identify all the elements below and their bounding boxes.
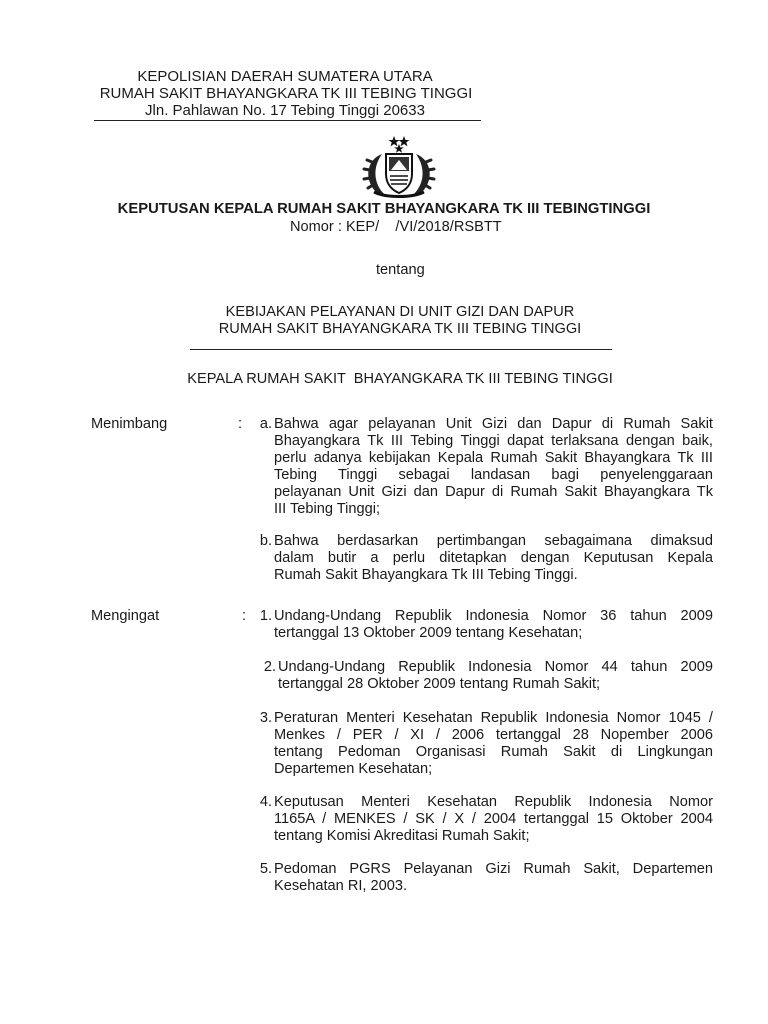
list-item-text	[274, 416, 713, 518]
decree-number: Nomor : KEP/ /VI/2018/RSBTT	[290, 219, 502, 235]
list-item-number: a.	[259, 416, 272, 432]
list-item-text	[274, 794, 713, 845]
text-line: tentang Komisi Akreditasi Rumah Sakit;	[274, 828, 530, 844]
text-line: pelayanan Unit Gizi dan Dapur di Rumah Sakit Bhayangkara Tk	[274, 484, 713, 500]
text-line: Pedoman PGRS Pelayanan Gizi Rumah Sakit, Departemen	[274, 861, 713, 877]
list-item-text	[274, 533, 713, 584]
letterhead-address: Jln. Pahlawan No. 17 Tebing Tinggi 20633	[145, 102, 425, 119]
text-line: Tebing Tinggi sebagai landasan bagi penyelenggaraan	[274, 467, 713, 483]
text-line: III Tebing Tinggi;	[274, 501, 381, 517]
text-line: Rumah Sakit Bhayangkara Tk III Tebing Tinggi.	[274, 567, 578, 583]
decree-subject-line-2: RUMAH SAKIT BHAYANGKARA TK III TEBING TINGGI	[218, 321, 582, 337]
text-line: Departemen Kesehatan;	[274, 761, 433, 777]
text-line: Peraturan Menteri Kesehatan Republik Indonesia Nomor 1045 /	[274, 710, 713, 726]
text-line: perlu adanya kebijakan Kepala Rumah Sakit Bhayangkara Tk III	[274, 450, 713, 466]
list-item-number: 4.	[259, 794, 272, 810]
text-line: dalam butir a perlu ditetapkan dengan Keputusan Kepala	[274, 550, 713, 566]
list-item-number: 2.	[263, 659, 276, 675]
text-line: tertanggal 13 Oktober 2009 tentang Kesehatan;	[274, 625, 583, 641]
menimbang-label: Menimbang	[91, 416, 168, 432]
decree-about: tentang	[376, 262, 425, 278]
list-item-text	[274, 861, 713, 895]
mengingat-label: Mengingat	[91, 608, 160, 624]
police-emblem-icon	[360, 134, 438, 198]
menimbang-colon: :	[238, 416, 243, 432]
decree-subject-line-1: KEBIJAKAN PELAYANAN DI UNIT GIZI DAN DAPUR	[225, 304, 575, 320]
text-line: Bahwa agar pelayanan Unit Gizi dan Dapur di Rumah Sakit	[274, 416, 713, 432]
decree-title: KEPUTUSAN KEPALA RUMAH SAKIT BHAYANGKARA TK III TEBINGTINGGI	[117, 201, 651, 217]
list-item-number: 5.	[259, 861, 272, 877]
text-line: Menkes / PER / XI / 2006 tertanggal 28 Nopember 2006	[274, 727, 713, 743]
letterhead-line-1: KEPOLISIAN DAERAH SUMATERA UTARA	[137, 68, 433, 85]
list-item-number: 3.	[259, 710, 272, 726]
mengingat-colon: :	[242, 608, 247, 624]
text-line: tentang Pedoman Organisasi Rumah Sakit di Lingkungan	[274, 744, 713, 760]
text-line: Keputusan Menteri Kesehatan Republik Indonesia Nomor	[274, 794, 713, 810]
text-line: Bahwa berdasarkan pertimbangan sebagaimana dimaksud	[274, 533, 713, 549]
text-line: tertanggal 28 Oktober 2009 tentang Rumah Sakit;	[278, 676, 601, 692]
text-line: 1165A / MENKES / SK / X / 2004 tertanggal 15 Oktober 2004	[274, 811, 713, 827]
list-item-text	[274, 710, 713, 778]
list-item-text	[274, 608, 713, 642]
letterhead-line-2: RUMAH SAKIT BHAYANGKARA TK III TEBING TINGGI	[99, 85, 473, 102]
text-line: Bhayangkara Tk III Tebing Tinggi dapat terlaksana dengan baik,	[274, 433, 713, 449]
decree-issuer: KEPALA RUMAH SAKIT BHAYANGKARA TK III TEBING TINGGI	[187, 371, 613, 387]
text-line: Kesehatan RI, 2003.	[274, 878, 408, 894]
list-item-number: b.	[259, 533, 272, 549]
list-item-text	[278, 659, 713, 693]
list-item-number: 1.	[259, 608, 272, 624]
text-line: Undang-Undang Republik Indonesia Nomor 36 tahun 2009	[274, 608, 713, 624]
letterhead-underline	[94, 120, 481, 121]
text-line: Undang-Undang Republik Indonesia Nomor 44 tahun 2009	[278, 659, 713, 675]
subject-underline	[190, 349, 612, 350]
